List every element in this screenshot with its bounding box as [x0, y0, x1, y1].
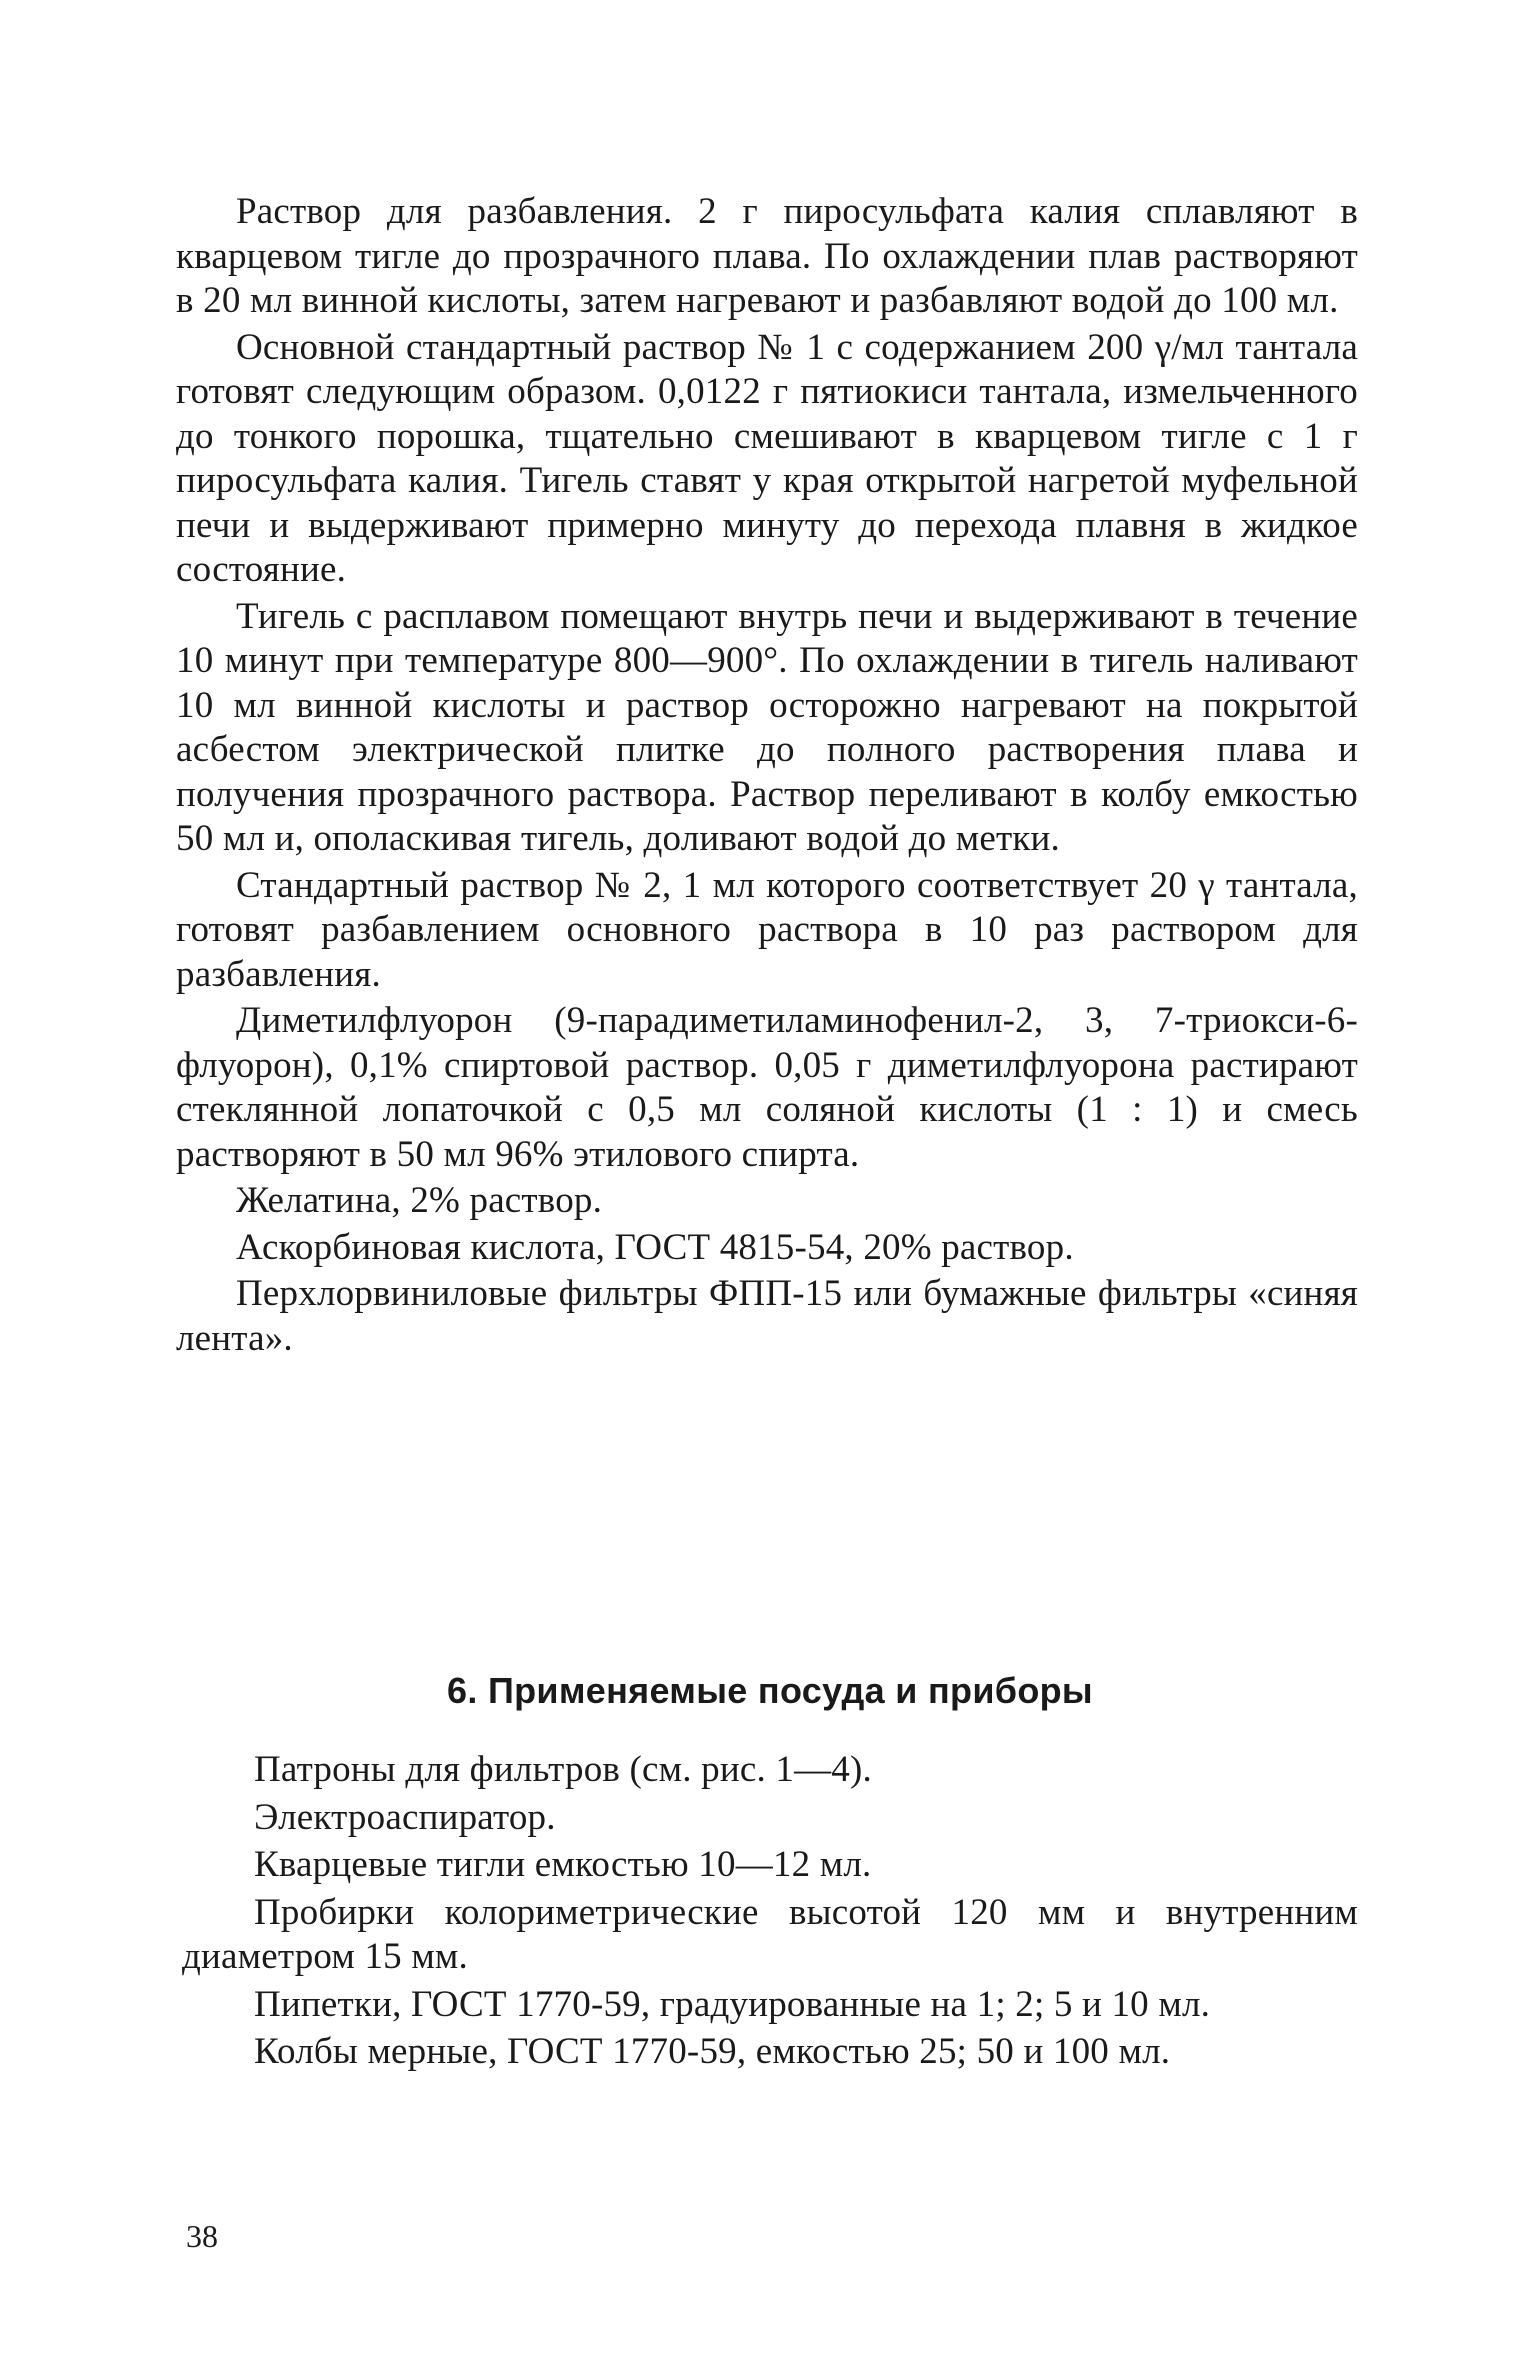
list-item: Патроны для фильтров (см. рис. 1—4). [254, 1749, 872, 1790]
paragraph-stock-solution: Основной стандартный раствор № 1 с содержанием 200 γ/мл тантала готовят следующим образом. 0,0122 г пятиокиси тантала, измельченного до тонкого порошка, тщательно смешивают в кварцевом тигле с 1 г пиросульфата калия. Тигель ставят у края открытой нагретой муфельной печи и выдерживают примерно минуту до перехода плавня в жидкое состояние. [176, 326, 1358, 590]
paragraph-dilution-solution: Раствор для разбавления. 2 г пиросульфата калия сплавляют в кварцевом тигле до прозрачного плава. По охлаждении плав растворяют в 20 мл винной кислоты, затем нагревают и разбавляют водой до 100 мл. [176, 191, 1358, 321]
list-item: Кварцевые тигли емкостью 10—12 мл. [254, 1844, 872, 1885]
paragraph-ascorbic-acid: Аскорбиновая кислота, ГОСТ 4815-54, 20% раствор. [236, 1226, 1074, 1268]
page-number: 38 [186, 2218, 218, 2254]
paragraph-dimethylfluorone: Диметилфлуорон (9-парадиметиламинофенил-2, 3, 7-триокси-6-флуорон), 0,1% спиртовой раствор. 0,05 г диметилфлуорона растирают стеклянной лопаточкой с 0,5 мл соляной кислоты (1 : 1) и смесь растворяют в 50 мл 96% этилового спирта. [176, 1000, 1358, 1175]
paragraph-filters: Перхлорвиниловые фильтры ФПП-15 или бумажные фильтры «синяя лента». [176, 1273, 1358, 1359]
section-heading: 6. Применяемые посуда и приборы [447, 1670, 1093, 1711]
list-item: Пробирки колориметрические высотой 120 мм и внутренним диаметром 15 мм. [182, 1891, 1358, 1977]
list-item: Электроаспиратор. [254, 1796, 556, 1838]
list-item: Колбы мерные, ГОСТ 1770-59, емкостью 25; 50 и 100 мл. [254, 2031, 1171, 2072]
main-text [176, 190, 1358, 1363]
paragraph-standard-solution-2: Стандартный раствор № 2, 1 мл которого соответствует 20 γ тантала, готовят разбавлением основного раствора в 10 раз раствором для разбавления. [176, 864, 1358, 995]
paragraph-melt-procedure: Тигель с расплавом помещают внутрь печи и выдерживают в течение 10 минут при температуре 800—900°. По охлаждении в тигель наливают 10 мл винной кислоты и раствор осторожно нагревают на покрытой асбестом электрической плитке до полного растворения плава и получения прозрачного раствора. Раствор переливают в колбу емкостью 50 мл и, ополаскивая тигель, доливают водой до метки. [176, 595, 1358, 859]
list-item: Пипетки, ГОСТ 1770-59, градуированные на 1; 2; 5 и 10 мл. [254, 1983, 1211, 2025]
section-equipment [182, 1670, 1358, 2078]
paragraph-gelatin: Желатина, 2% раствор. [236, 1180, 603, 1221]
